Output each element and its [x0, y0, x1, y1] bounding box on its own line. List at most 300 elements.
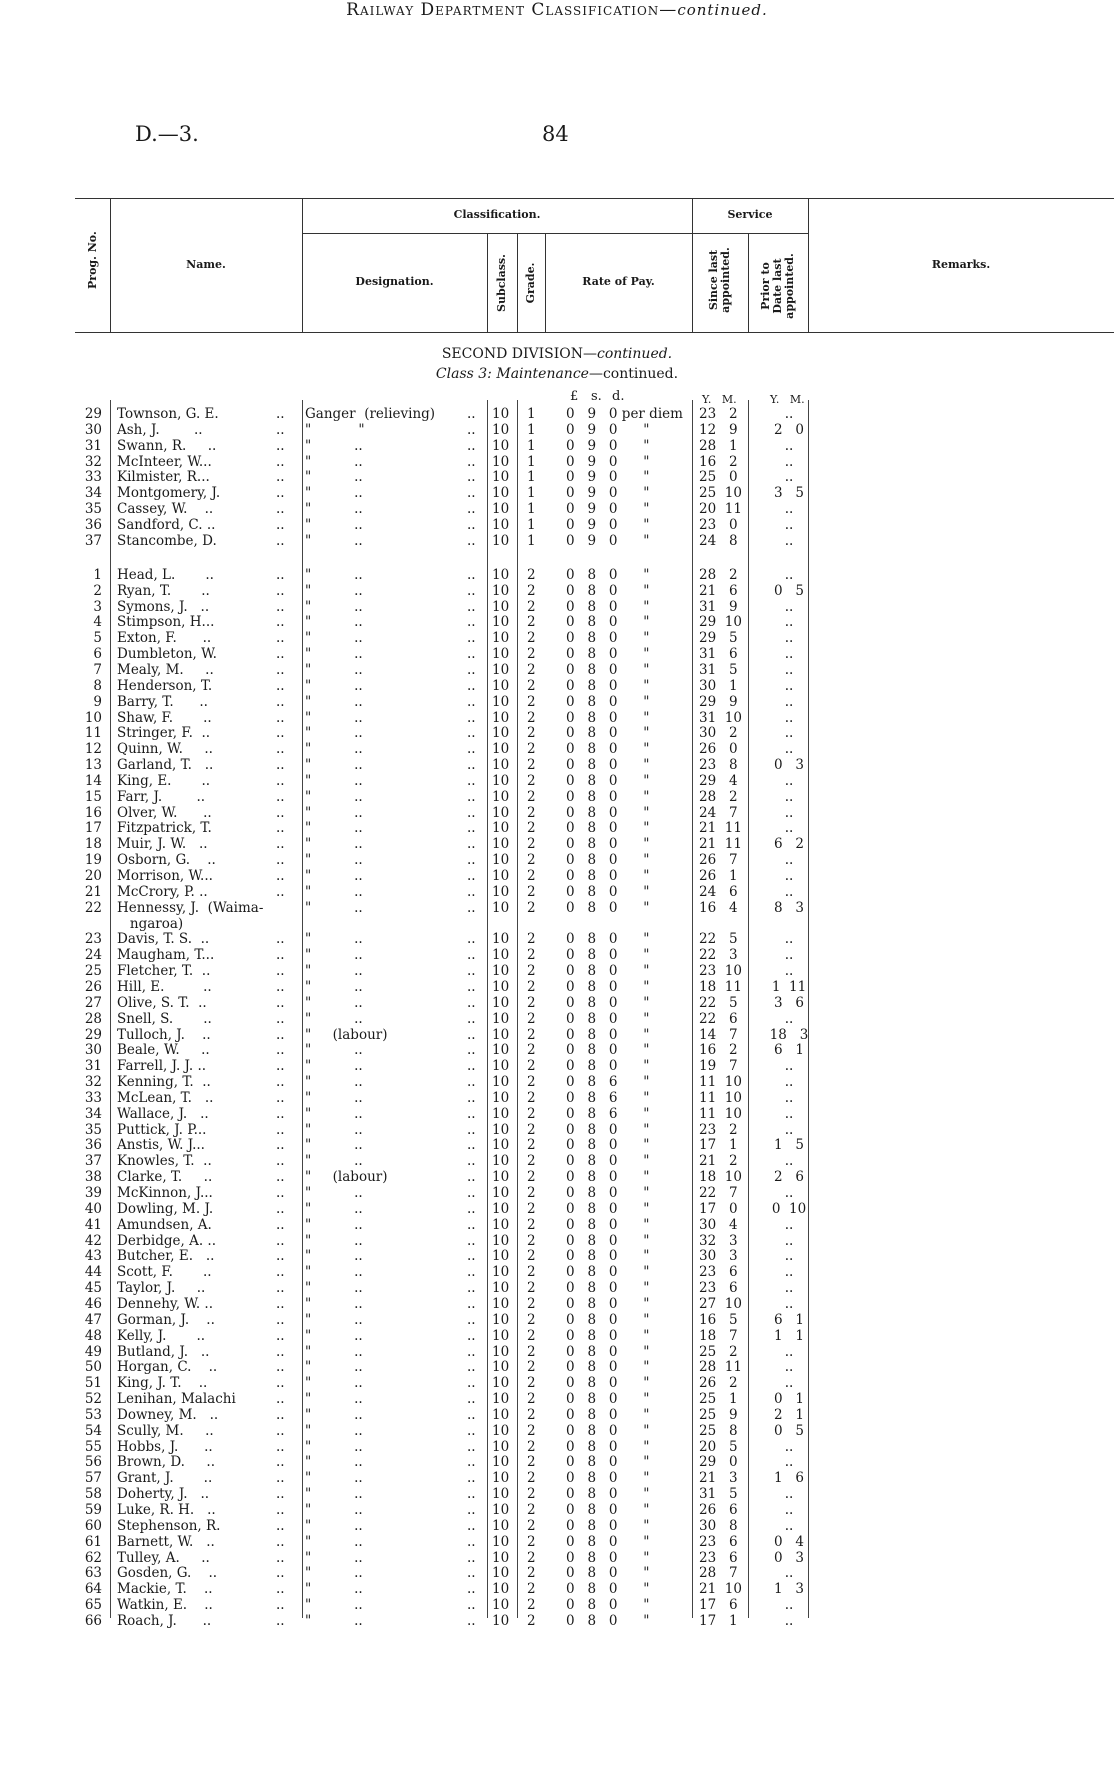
leader-dots: .. — [467, 820, 476, 837]
designation: " .. — [305, 1486, 363, 1503]
prog-no: 32 — [84, 1074, 102, 1091]
table-row — [0, 630, 1114, 646]
employee-name: Dowling, M. J. — [117, 1200, 214, 1217]
grade: 2 — [527, 1185, 536, 1202]
prior-service: 6 1 — [773, 1042, 805, 1059]
leader-dots: .. — [467, 772, 476, 789]
subclass: 10 — [492, 1295, 510, 1312]
division-continued: continued. — [597, 346, 673, 362]
employee-name: Snell, S. .. — [117, 1010, 212, 1027]
since-last-appointed: 29 0 — [699, 1454, 738, 1471]
designation: " .. — [305, 516, 363, 533]
grade: 1 — [527, 501, 536, 518]
leader-dots: .. — [276, 1216, 285, 1233]
prog-no: 10 — [84, 709, 102, 726]
subclass: 10 — [492, 437, 510, 454]
employee-name: Ash, J. .. — [117, 421, 203, 438]
rate-of-pay: 0 8 0 " — [566, 820, 650, 837]
employee-name: Amundsen, A. — [117, 1216, 212, 1233]
prior-service: .. — [784, 852, 794, 869]
prior-service: .. — [784, 566, 794, 583]
designation: " .. — [305, 532, 363, 549]
prog-no: 30 — [84, 421, 102, 438]
prior-service: .. — [784, 1089, 794, 1106]
leader-dots: .. — [467, 899, 476, 916]
subclass: 10 — [492, 947, 510, 964]
table-row — [0, 1137, 1114, 1153]
col-divider — [487, 233, 488, 332]
employee-name: Puttick, J. P... — [117, 1121, 207, 1138]
designation: " .. — [305, 978, 363, 995]
designation: " .. — [305, 582, 363, 599]
subclass: 10 — [492, 741, 510, 758]
subclass: 10 — [492, 469, 510, 486]
table-row — [0, 469, 1114, 485]
since-last-appointed: 23 10 — [699, 963, 742, 980]
prog-no: 44 — [84, 1264, 102, 1281]
employee-name: King, J. T. .. — [117, 1375, 208, 1392]
designation: " .. — [305, 836, 363, 853]
grade: 2 — [527, 1121, 536, 1138]
rate-of-pay: 0 8 0 " — [566, 1232, 650, 1249]
since-last-appointed: 18 11 — [699, 978, 742, 995]
rate-of-pay: 0 8 0 " — [566, 1058, 650, 1075]
prog-no: 45 — [84, 1280, 102, 1297]
prior-service: .. — [784, 453, 794, 470]
designation: " .. — [305, 598, 363, 615]
prior-service: .. — [784, 1153, 794, 1170]
designation: " .. — [305, 994, 363, 1011]
leader-dots: .. — [276, 1422, 285, 1439]
leader-dots: .. — [467, 501, 476, 518]
employee-name: Ryan, T. .. — [117, 582, 210, 599]
leader-dots: .. — [276, 1280, 285, 1297]
leader-dots: .. — [276, 947, 285, 964]
subclass: 10 — [492, 421, 510, 438]
subclass: 10 — [492, 1089, 510, 1106]
prior-service: .. — [784, 1074, 794, 1091]
employee-name: Morrison, W... — [117, 868, 213, 885]
subclass: 10 — [492, 1280, 510, 1297]
header-grade: Grade. — [524, 262, 537, 304]
rate-of-pay: 0 8 0 " — [566, 630, 650, 647]
employee-name: Swann, R. .. — [117, 437, 217, 454]
designation: " .. — [305, 1517, 363, 1534]
designation: " .. — [305, 1105, 363, 1122]
leader-dots: .. — [276, 453, 285, 470]
prior-service: 0 1 — [773, 1391, 805, 1408]
prog-no: 28 — [84, 1010, 102, 1027]
prior-service: .. — [784, 1058, 794, 1075]
prog-no: 1 — [93, 566, 102, 583]
designation: " .. — [305, 1549, 363, 1566]
employee-name: Muir, J. W. .. — [117, 836, 208, 853]
rate-of-pay: 0 8 0 " — [566, 709, 650, 726]
designation: " .. — [305, 1533, 363, 1550]
rate-of-pay: 0 8 0 " — [566, 1327, 650, 1344]
subclass: 10 — [492, 1406, 510, 1423]
leader-dots: .. — [467, 661, 476, 678]
leader-dots: .. — [276, 1391, 285, 1408]
prog-no: 41 — [84, 1216, 102, 1233]
prog-no: 55 — [84, 1438, 102, 1455]
subclass: 10 — [492, 1137, 510, 1154]
grade: 2 — [527, 1058, 536, 1075]
since-last-appointed: 23 8 — [699, 757, 738, 774]
grade: 2 — [527, 1359, 536, 1376]
since-last-appointed: 25 1 — [699, 1391, 738, 1408]
rate-of-pay: 0 8 0 " — [566, 1470, 650, 1487]
designation: " .. — [305, 1406, 363, 1423]
rate-of-pay: 0 8 6 " — [566, 1089, 650, 1106]
prior-service: .. — [784, 1248, 794, 1265]
subclass: 10 — [492, 1343, 510, 1360]
col-divider — [517, 233, 518, 332]
employee-name: Brown, D. .. — [117, 1454, 216, 1471]
since-last-appointed: 22 6 — [699, 1010, 738, 1027]
leader-dots: .. — [276, 1200, 285, 1217]
table-row — [0, 1613, 1114, 1629]
designation: " " — [305, 421, 365, 438]
table-row — [0, 533, 1114, 549]
prior-service: .. — [784, 1359, 794, 1376]
subclass: 10 — [492, 1581, 510, 1598]
prior-service: .. — [784, 437, 794, 454]
unit-pence: d. — [612, 389, 625, 404]
table-row — [0, 931, 1114, 947]
leader-dots: .. — [276, 1549, 285, 1566]
prior-service: .. — [784, 661, 794, 678]
grade: 2 — [527, 1533, 536, 1550]
rate-of-pay: 0 8 0 " — [566, 1169, 650, 1186]
prior-service: 0 3 — [773, 757, 805, 774]
leader-dots: .. — [467, 469, 476, 486]
prog-no: 27 — [84, 994, 102, 1011]
rate-of-pay: 0 8 0 " — [566, 1311, 650, 1328]
designation: " .. — [305, 1343, 363, 1360]
prog-no: 29 — [84, 406, 102, 422]
table-row — [0, 501, 1114, 517]
subclass: 10 — [492, 598, 510, 615]
designation: " .. — [305, 661, 363, 678]
leader-dots: .. — [276, 421, 285, 438]
table-row — [0, 485, 1114, 501]
subclass: 10 — [492, 1533, 510, 1550]
rate-of-pay: 0 8 0 " — [566, 725, 650, 742]
leader-dots: .. — [276, 1311, 285, 1328]
prog-no: 31 — [84, 1058, 102, 1075]
designation: " .. — [305, 931, 363, 948]
grade: 2 — [527, 741, 536, 758]
prog-no: 33 — [84, 469, 102, 486]
leader-dots: .. — [467, 1216, 476, 1233]
table-row — [0, 1042, 1114, 1058]
table-row — [0, 1106, 1114, 1122]
header-subclass: Subclass. — [495, 254, 508, 312]
rate-of-pay: 0 8 0 " — [566, 1185, 650, 1202]
grade: 1 — [527, 421, 536, 438]
since-last-appointed: 23 6 — [699, 1549, 738, 1566]
page-heading — [0, 0, 1114, 20]
since-last-appointed: 31 6 — [699, 646, 738, 663]
subclass: 10 — [492, 532, 510, 549]
leader-dots: .. — [276, 1010, 285, 1027]
employee-name: Anstis, W. J... — [117, 1137, 205, 1154]
designation: " .. — [305, 1327, 363, 1344]
table-row — [0, 1439, 1114, 1455]
subclass: 10 — [492, 772, 510, 789]
designation: " .. — [305, 804, 363, 821]
employee-name: Sandford, C. .. — [117, 516, 216, 533]
grade: 2 — [527, 1089, 536, 1106]
table-row — [0, 1153, 1114, 1169]
grade: 1 — [527, 437, 536, 454]
grade: 2 — [527, 1327, 536, 1344]
designation: " .. — [305, 772, 363, 789]
table-row — [0, 1344, 1114, 1360]
prior-service: .. — [784, 772, 794, 789]
table-row — [0, 454, 1114, 470]
leader-dots: .. — [276, 1074, 285, 1091]
leader-dots: .. — [467, 1200, 476, 1217]
leader-dots: .. — [467, 1089, 476, 1106]
employee-name: McCrory, P. .. — [117, 883, 208, 900]
leader-dots: .. — [276, 1581, 285, 1598]
since-last-appointed: 28 7 — [699, 1565, 738, 1582]
leader-dots: .. — [276, 1185, 285, 1202]
prior-service: .. — [784, 709, 794, 726]
header-service: Service — [727, 208, 773, 221]
employee-name: Grant, J. .. — [117, 1470, 213, 1487]
designation: " .. — [305, 469, 363, 486]
leader-dots: .. — [276, 1438, 285, 1455]
subclass: 10 — [492, 516, 510, 533]
employee-name: Montgomery, J. — [117, 485, 221, 502]
class-heading — [0, 366, 1114, 382]
prog-no: 17 — [84, 820, 102, 837]
prior-service: .. — [784, 1010, 794, 1027]
leader-dots: .. — [467, 1486, 476, 1503]
subclass: 10 — [492, 1248, 510, 1265]
rate-of-pay: 0 8 0 " — [566, 1486, 650, 1503]
document-code: D.—3. — [135, 122, 199, 146]
header-name: Name. — [186, 258, 226, 271]
leader-dots: .. — [467, 883, 476, 900]
table-row — [0, 979, 1114, 995]
rate-of-pay: 0 8 0 " — [566, 1502, 650, 1519]
prog-no: 57 — [84, 1470, 102, 1487]
since-last-appointed: 24 7 — [699, 804, 738, 821]
prior-service: .. — [784, 598, 794, 615]
since-last-appointed: 24 8 — [699, 532, 738, 549]
leader-dots: .. — [276, 598, 285, 615]
grade: 2 — [527, 947, 536, 964]
prior-service: .. — [784, 646, 794, 663]
leader-dots: .. — [467, 485, 476, 502]
rate-of-pay: 0 8 6 " — [566, 1074, 650, 1091]
prior-service: 3 6 — [773, 994, 805, 1011]
table-row — [0, 1565, 1114, 1581]
table-row — [0, 1328, 1114, 1344]
subclass: 10 — [492, 868, 510, 885]
since-last-appointed: 25 9 — [699, 1406, 738, 1423]
prog-no: 63 — [84, 1565, 102, 1582]
leader-dots: .. — [467, 868, 476, 885]
since-last-appointed: 22 3 — [699, 947, 738, 964]
leader-dots: .. — [467, 757, 476, 774]
prog-no: 34 — [84, 485, 102, 502]
employee-name: Dumbleton, W. — [117, 646, 217, 663]
designation: " .. — [305, 1454, 363, 1471]
designation: " .. — [305, 1311, 363, 1328]
prog-no: 3 — [93, 598, 102, 615]
leader-dots: .. — [467, 1121, 476, 1138]
since-last-appointed: 16 2 — [699, 1042, 738, 1059]
prog-no: 23 — [84, 931, 102, 948]
header-bottom-rule — [75, 332, 1114, 333]
grade: 2 — [527, 899, 536, 916]
designation: " .. — [305, 1422, 363, 1439]
table-row — [0, 583, 1114, 599]
leader-dots: .. — [276, 757, 285, 774]
employee-name: Stephenson, R. — [117, 1517, 221, 1534]
leader-dots: .. — [467, 852, 476, 869]
leader-dots: .. — [467, 1343, 476, 1360]
leader-dots: .. — [467, 598, 476, 615]
prior-service: .. — [784, 788, 794, 805]
since-last-appointed: 26 7 — [699, 852, 738, 869]
table-row — [0, 1470, 1114, 1486]
designation: " .. — [305, 1359, 363, 1376]
leader-dots: .. — [276, 820, 285, 837]
rate-of-pay: 0 8 0 " — [566, 852, 650, 869]
designation: " .. — [305, 1248, 363, 1265]
grade: 2 — [527, 1438, 536, 1455]
prog-no: 59 — [84, 1502, 102, 1519]
leader-dots: .. — [276, 1248, 285, 1265]
leader-dots: .. — [467, 1058, 476, 1075]
table-row — [0, 1296, 1114, 1312]
leader-dots: .. — [276, 677, 285, 694]
table-row — [0, 599, 1114, 615]
designation: " .. — [305, 1200, 363, 1217]
employee-name: Butcher, E. .. — [117, 1248, 215, 1265]
prior-service: 6 2 — [773, 836, 805, 853]
rate-of-pay: 0 8 0 " — [566, 1391, 650, 1408]
since-last-appointed: 27 10 — [699, 1295, 742, 1312]
leader-dots: .. — [276, 1169, 285, 1186]
prior-service: .. — [784, 1454, 794, 1471]
unit-since: Y. M. — [702, 393, 737, 406]
employee-name: Clarke, T. .. — [117, 1169, 213, 1186]
designation: " .. — [305, 630, 363, 647]
rate-of-pay: 0 8 0 " — [566, 646, 650, 663]
leader-dots: .. — [276, 1597, 285, 1614]
grade: 2 — [527, 1454, 536, 1471]
table-row — [0, 1597, 1114, 1613]
table-row — [0, 900, 1114, 916]
subclass: 10 — [492, 1565, 510, 1582]
since-last-appointed: 21 11 — [699, 820, 742, 837]
designation: " .. — [305, 1295, 363, 1312]
table-row — [0, 1201, 1114, 1217]
leader-dots: .. — [467, 1517, 476, 1534]
subclass: 10 — [492, 836, 510, 853]
leader-dots: .. — [276, 1137, 285, 1154]
employee-name: Kelly, J. .. — [117, 1327, 206, 1344]
since-last-appointed: 23 2 — [699, 406, 738, 422]
rate-of-pay: 0 8 0 " — [566, 677, 650, 694]
since-last-appointed: 16 4 — [699, 899, 738, 916]
page-number: 84 — [542, 122, 569, 146]
prior-service: .. — [784, 1375, 794, 1392]
prog-no: 50 — [84, 1359, 102, 1376]
grade: 2 — [527, 804, 536, 821]
since-last-appointed: 26 1 — [699, 868, 738, 885]
designation: " .. — [305, 693, 363, 710]
prior-service: .. — [784, 868, 794, 885]
table-row — [0, 884, 1114, 900]
subclass: 10 — [492, 1549, 510, 1566]
leader-dots: .. — [276, 485, 285, 502]
leader-dots: .. — [467, 1074, 476, 1091]
leader-dots: .. — [467, 630, 476, 647]
prior-service: .. — [784, 725, 794, 742]
leader-dots: .. — [467, 1185, 476, 1202]
leader-dots: .. — [276, 1565, 285, 1582]
rate-of-pay: 0 8 0 " — [566, 566, 650, 583]
leader-dots: .. — [276, 836, 285, 853]
leader-dots: .. — [467, 994, 476, 1011]
leader-dots: .. — [467, 947, 476, 964]
since-last-appointed: 22 7 — [699, 1185, 738, 1202]
subclass: 10 — [492, 820, 510, 837]
since-last-appointed: 21 10 — [699, 1581, 742, 1598]
employee-name: Cassey, W. .. — [117, 501, 214, 518]
since-last-appointed: 17 6 — [699, 1597, 738, 1614]
employee-name: Roach, J. .. — [117, 1612, 212, 1629]
subclass: 10 — [492, 931, 510, 948]
employee-name: Derbidge, A. .. — [117, 1232, 216, 1249]
since-last-appointed: 16 2 — [699, 453, 738, 470]
subclass: 10 — [492, 1612, 510, 1629]
employee-name: Stancombe, D. — [117, 532, 217, 549]
grade: 2 — [527, 598, 536, 615]
employee-name: Taylor, J. .. — [117, 1280, 206, 1297]
prog-no: 34 — [84, 1105, 102, 1122]
since-last-appointed: 28 1 — [699, 437, 738, 454]
employee-name: Head, L. .. — [117, 566, 214, 583]
rate-of-pay: 0 8 0 " — [566, 963, 650, 980]
table-row — [0, 438, 1114, 454]
grade: 2 — [527, 661, 536, 678]
leader-dots: .. — [467, 1169, 476, 1186]
employee-name: Quinn, W. .. — [117, 741, 213, 758]
leader-dots: .. — [467, 1565, 476, 1582]
designation: " .. — [305, 820, 363, 837]
rate-of-pay: 0 8 0 " — [566, 1200, 650, 1217]
unit-prior: Y. M. — [770, 393, 805, 406]
leader-dots: .. — [276, 437, 285, 454]
since-last-appointed: 31 5 — [699, 1486, 738, 1503]
rate-of-pay: 0 8 0 " — [566, 1137, 650, 1154]
leader-dots: .. — [467, 836, 476, 853]
subclass: 10 — [492, 978, 510, 995]
prior-service: .. — [784, 1216, 794, 1233]
subclass: 10 — [492, 1438, 510, 1455]
prior-service: 2 1 — [773, 1406, 805, 1423]
prog-no: 25 — [84, 963, 102, 980]
